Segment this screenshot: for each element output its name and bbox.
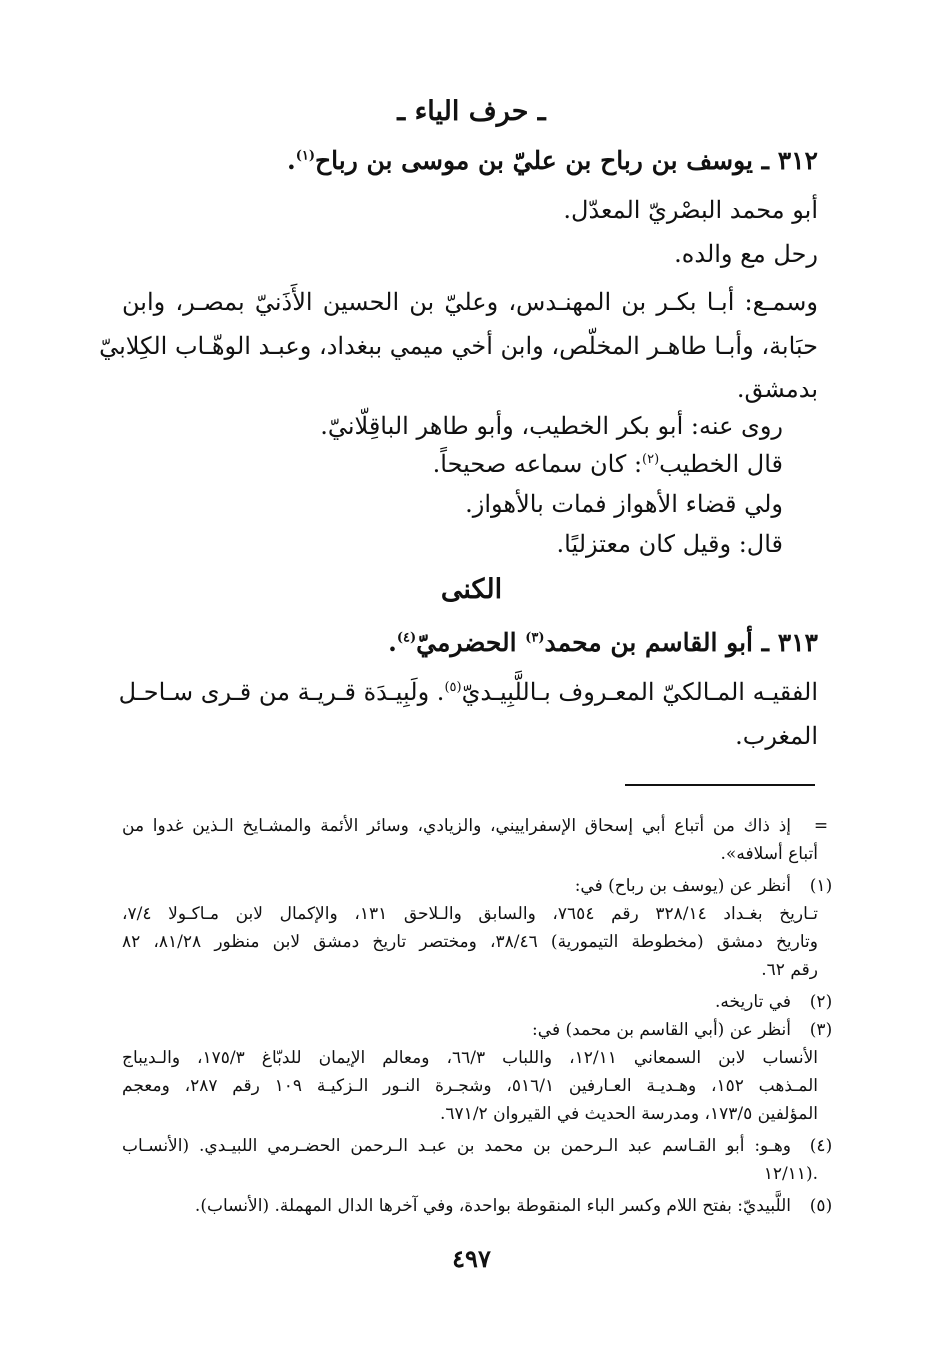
footnote-cont-line-1: إذ ذاك من أتباع أبي إسحاق الإسفراييني، والزيادي، وسائر الأئمة والمشـايخ الـذين غدوا من: [122, 816, 791, 836]
page-number: ٤٩٧: [452, 1244, 491, 1273]
entry-312-heard-line-3: بدمشق.: [736, 375, 818, 403]
footnote-5-mark: (٥): [809, 1196, 833, 1216]
footnote-4-line-2: ١٢/١١).: [763, 1164, 818, 1184]
footnote-3-line-4: المؤلفين ١٧٣/٥، ومدرسة الحديث في القيروان ٦٧١/٢.: [440, 1104, 818, 1124]
footnote-3-mark: (٣): [809, 1020, 833, 1040]
chapter-heading: ـ حرف الياء ـ: [397, 96, 546, 127]
footnote-2-line-1: في تاريخه.: [714, 992, 791, 1012]
entry-313-line-1-a: الفقيـه المـالكيّ المعـروف بـاللَّبِيـديّ: [461, 678, 818, 706]
entry-312-title-text: ٣١٢ ـ يوسف بن رباح بن عليّ بن موسى بن رباح: [314, 146, 818, 175]
entry-312-mutazili: قال: وقيل كان معتزليًا.: [556, 530, 783, 558]
entry-313-line-2: المغرب.: [735, 722, 818, 750]
footnote-1-line-2: تـاريخ بغـداد ٣٢٨/١٤ رقم ٧٦٥٤، والسابق والـلاحق ١٣١، والإكمال لابن مـاكـولا ٧/٤،: [122, 904, 818, 924]
footnote-5-line-1: اللَّبيديّ: بفتح اللام وكسر الباء المنقوطة بواحدة، وفي آخرها الدال المهملة. (الأنساب).: [194, 1196, 791, 1216]
footnote-ref-1: (١): [295, 148, 315, 164]
footnote-3-line-2: الأنساب لابن السمعاني ١٢/١١، واللباب ٦٦/٣، ومعالم الإيمان للدبّاغ ١٧٥/٣، والـديباج: [122, 1048, 818, 1068]
footnote-ref-5: (٥): [444, 680, 462, 695]
footnote-ref-2: (٢): [642, 452, 660, 467]
entry-312-heard-line-1: وسمـع: أبـا بكـر بن المهنـدس، وعليّ بن الحسين الأَذَنيّ بمصـر، وابن: [122, 288, 818, 316]
entry-312-judge: ولي قضاء الأهواز فمات بالأهواز.: [465, 490, 783, 518]
entry-313-line-1: [118, 678, 818, 706]
entry-313-title-text-a: ٣١٣ ـ أبو القاسم بن محمد: [544, 628, 818, 657]
footnote-ref-3: (٣): [525, 630, 545, 646]
footnote-1-line-4: رقم ٦٢.: [761, 960, 818, 980]
entry-313-line-1-b: . ولَبِيـدَة قـريـة من قـرى سـاحـل: [118, 678, 445, 706]
section-title-kuna: الكنى: [440, 574, 503, 605]
footnote-cont-mark: =: [813, 816, 829, 836]
entry-313-title-end: .: [388, 628, 397, 657]
entry-312-kunya: أبو محمد البصْريّ المعدّل.: [563, 196, 818, 224]
entry-312-title-end: .: [286, 146, 296, 175]
footnote-1-mark: (١): [809, 876, 833, 896]
footnote-4-line-1: وهـو: أبو القـاسم عبد الـرحمن بن محمد بن عبـد الـرحمن الحضـرمي اللبيـدي. (الأنسـاب: [122, 1136, 791, 1156]
entry-312-khatib-text-a: قال الخطيب: [659, 450, 783, 478]
footnote-separator: [625, 784, 815, 786]
entry-313-title: [388, 628, 818, 657]
footnote-1-line-1: أنظر عن (يوسف بن رباح) في:: [574, 876, 791, 896]
entry-312-khatib-text-b: : كان سماعه صحيحاً.: [432, 450, 643, 478]
entry-312-khatib: [433, 450, 783, 478]
entry-313-title-text-b: الحضرميّ: [416, 628, 526, 657]
footnote-ref-4: (٤): [396, 630, 417, 646]
entry-312-narrated: روى عنه: أبو بكر الخطيب، وأبو طاهر الباقِلّانيّ.: [320, 412, 783, 440]
footnote-3-line-1: أنظر عن (أبي القاسم بن محمد) في:: [532, 1020, 791, 1040]
footnote-3-line-3: المـذهب ١٥٢، وهـديـة العـارفين ٥١٦/١، وشجـرة النـور الـزكيـة ١٠٩ رقم ٢٨٧، ومعجم: [122, 1076, 818, 1096]
footnote-4-mark: (٤): [809, 1136, 833, 1156]
footnote-1-line-3: وتاريخ دمشق (مخطوطة التيمورية) ٣٨/٤٦، ومختصر تاريخ دمشق لابن منظور ٨١/٢٨، ٨٢: [122, 932, 818, 952]
footnote-2-mark: (٢): [809, 992, 833, 1012]
footnote-cont-line-2: أتباع أسلافه».: [720, 844, 818, 864]
entry-312-heard-line-2: حبَابة، وأبـا طاهـر المخلّص، وابن أخي ميمي ببغداد، وعبـد الوهّـاب الكِلابيّ: [99, 332, 818, 360]
entry-312-title: [287, 146, 818, 175]
entry-312-travel: رحل مع والده.: [674, 240, 818, 268]
